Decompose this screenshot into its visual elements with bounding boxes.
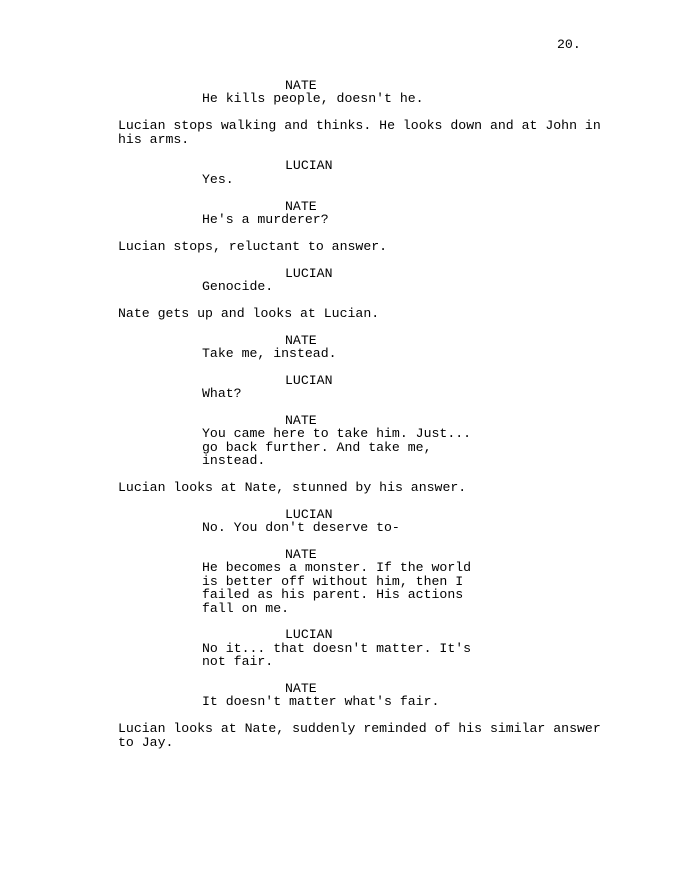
character-cue: LUCIAN [285, 158, 333, 174]
dialogue-line: No. You don't deserve to- [202, 520, 400, 536]
character-cue: NATE [285, 78, 317, 93]
dialogue-line: Yes. [202, 171, 234, 187]
character-cue: LUCIAN [285, 506, 333, 522]
dialogue-line: He kills people, doesn't he. [202, 91, 424, 107]
character-cue: LUCIAN [285, 627, 333, 643]
dialogue-line: fall on me. [202, 600, 290, 616]
character-cue: NATE [285, 413, 317, 428]
dialogue-line: failed as his parent. His actions [202, 587, 464, 603]
dialogue-line: Take me, instead. [202, 346, 337, 361]
character-cue: NATE [285, 198, 317, 214]
action-line: Lucian looks at Nate, stunned by his answer. [118, 480, 467, 495]
page-number: 20. [557, 37, 581, 52]
dialogue-line: Genocide. [202, 279, 274, 294]
dialogue-line: He becomes a monster. If the world [202, 560, 472, 576]
character-cue: LUCIAN [285, 372, 333, 388]
action-line: to Jay. [118, 734, 174, 750]
character-cue: NATE [285, 332, 317, 348]
dialogue-line: instead. [202, 453, 266, 469]
dialogue-line: not fair. [202, 654, 274, 670]
dialogue-line: What? [202, 386, 242, 402]
dialogue-line: No it... that doesn't matter. It's [202, 640, 472, 656]
dialogue-line: It doesn't matter what's fair. [202, 694, 440, 710]
character-cue: NATE [285, 547, 317, 562]
character-cue: NATE [285, 681, 317, 696]
dialogue-line: is better off without him, then I [202, 573, 464, 589]
action-line: Lucian looks at Nate, suddenly reminded of his similar answer [118, 721, 601, 737]
action-line: Lucian stops walking and thinks. He looks down and at John in [118, 118, 601, 134]
action-line: Lucian stops, reluctant to answer. [118, 238, 388, 254]
dialogue-line: You came here to take him. Just... [202, 426, 472, 442]
action-line: his arms. [118, 131, 190, 147]
dialogue-line: go back further. And take me, [202, 439, 432, 455]
dialogue-line: He's a murderer? [202, 212, 329, 227]
character-cue: LUCIAN [285, 265, 333, 281]
action-line: Nate gets up and looks at Lucian. [118, 305, 380, 321]
